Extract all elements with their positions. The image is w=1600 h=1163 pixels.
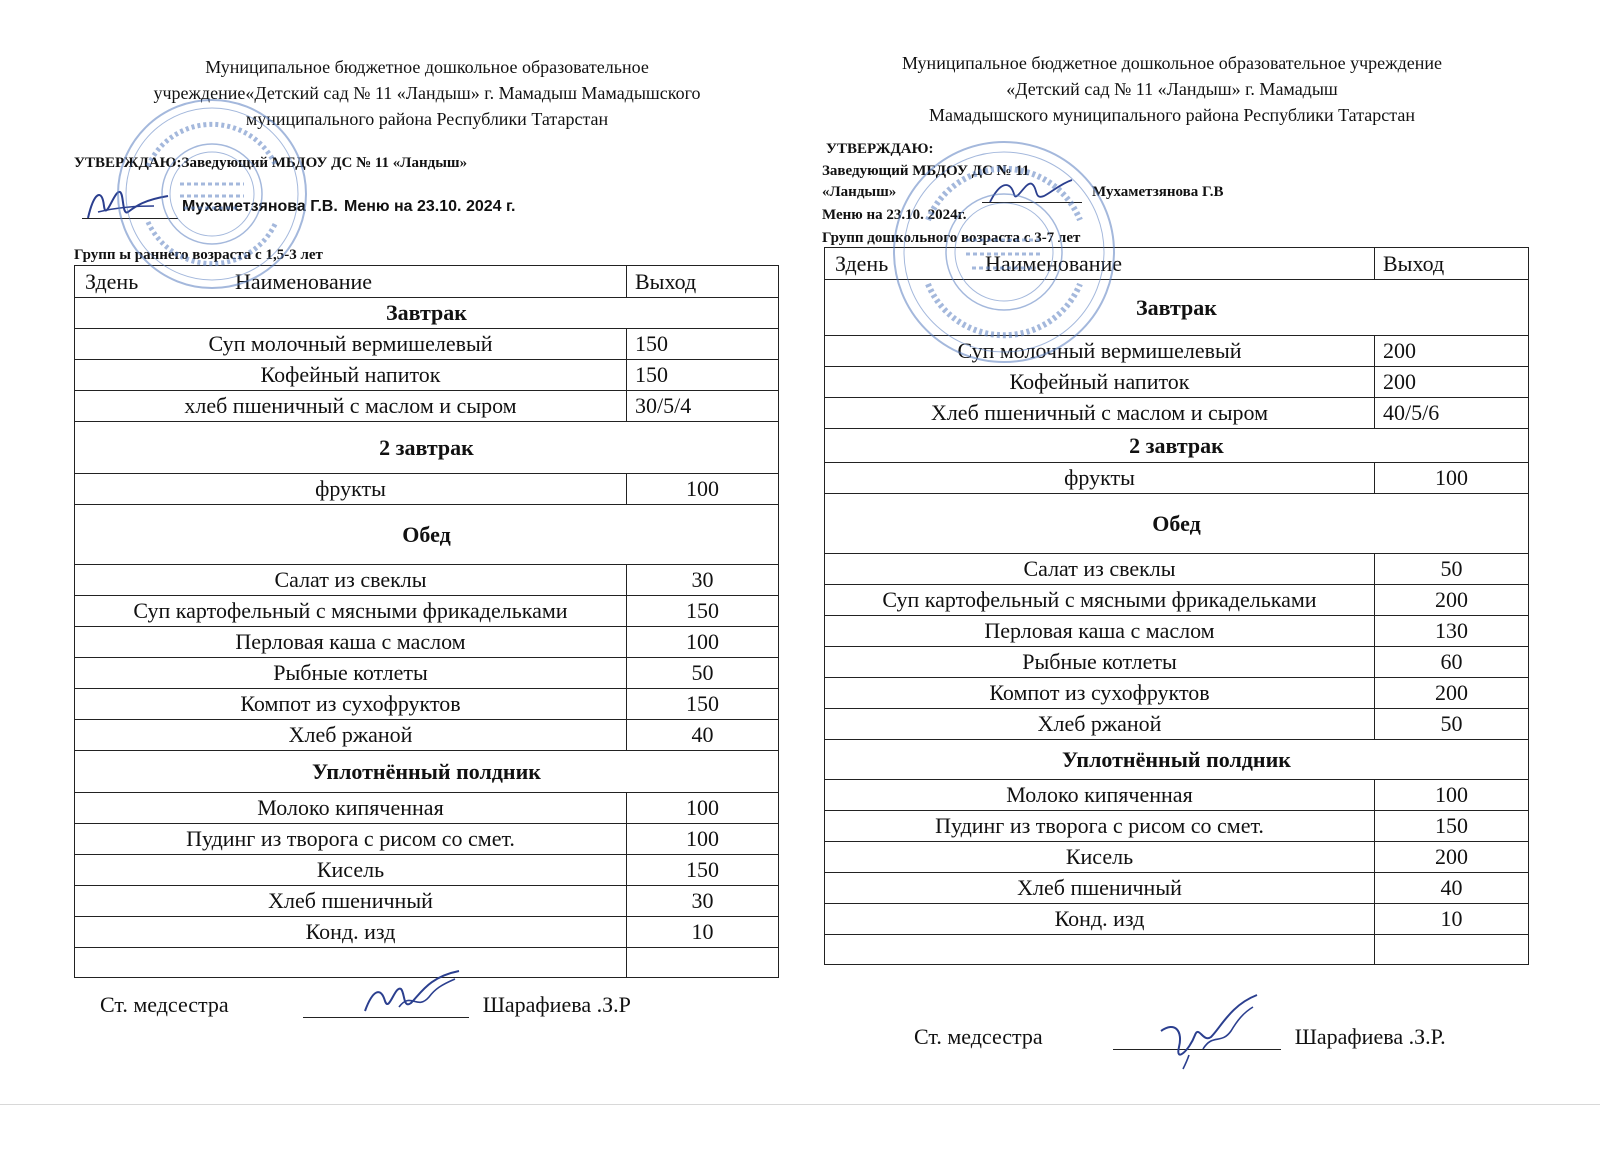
dish-output: 100 bbox=[627, 474, 779, 505]
dish-output: 50 bbox=[1375, 554, 1529, 585]
dish-output: 40 bbox=[627, 720, 779, 751]
nurse-title: Ст. медсестра bbox=[914, 1024, 1043, 1049]
table-row bbox=[825, 709, 1529, 740]
dish-name: Хлеб ржаной bbox=[825, 709, 1375, 740]
dish-output: 60 bbox=[1375, 647, 1529, 678]
table-row bbox=[825, 842, 1529, 873]
dish-output: 150 bbox=[1375, 811, 1529, 842]
table-row bbox=[75, 360, 779, 391]
dish-name: Хлеб ржаной bbox=[75, 720, 627, 751]
dish-name: Кисель bbox=[75, 855, 627, 886]
table-row bbox=[825, 398, 1529, 429]
signature-icon bbox=[1153, 991, 1263, 1071]
head-name: Мухаметзянова Г.В bbox=[1092, 184, 1224, 200]
signature-icon bbox=[84, 182, 174, 226]
table-row bbox=[75, 720, 779, 751]
dish-output: 150 bbox=[627, 329, 779, 360]
dish-name: хлеб пшеничный с маслом и сыром bbox=[75, 391, 627, 422]
group-title: Групп ы раннего возраста с 1,5-3 лет bbox=[74, 247, 323, 263]
table-row bbox=[825, 811, 1529, 842]
dish-name: Суп молочный вермишелевый bbox=[825, 336, 1375, 367]
dish-name: Салат из свеклы bbox=[825, 554, 1375, 585]
meal-section-row bbox=[75, 751, 779, 793]
dish-output: 100 bbox=[627, 627, 779, 658]
dish-output: 150 bbox=[627, 360, 779, 391]
dish-output: 150 bbox=[627, 855, 779, 886]
header-output: Выход bbox=[627, 266, 779, 298]
table-row bbox=[825, 463, 1529, 494]
table-header-row bbox=[75, 266, 779, 298]
org-line-1: Муниципальное бюджетное дошкольное образовательное bbox=[205, 57, 649, 77]
dish-name: Кисель bbox=[825, 842, 1375, 873]
table-row bbox=[75, 689, 779, 720]
table-row bbox=[75, 886, 779, 917]
meal-section-row bbox=[75, 298, 779, 329]
dish-output: 10 bbox=[1375, 904, 1529, 935]
meal-section-row bbox=[825, 740, 1529, 780]
dish-output: 100 bbox=[627, 793, 779, 824]
dish-output: 50 bbox=[1375, 709, 1529, 740]
dish-output: 200 bbox=[1375, 585, 1529, 616]
table-row bbox=[75, 329, 779, 360]
table-row bbox=[825, 904, 1529, 935]
dish-output: 200 bbox=[1375, 678, 1529, 709]
table-row bbox=[825, 780, 1529, 811]
table-row bbox=[825, 585, 1529, 616]
menu-date: Меню на 23.10. 2024г. bbox=[822, 207, 967, 223]
meal-section-title: Обед bbox=[825, 494, 1529, 554]
dish-name: Компот из сухофруктов bbox=[75, 689, 627, 720]
table-row bbox=[825, 647, 1529, 678]
approval-org: «Ландыш» bbox=[822, 184, 897, 200]
group-title: Групп дошкольного возраста с 3-7 лет bbox=[822, 230, 1081, 246]
table-row bbox=[75, 855, 779, 886]
empty-table-row bbox=[825, 935, 1529, 965]
header-name: Наименование bbox=[235, 268, 373, 294]
dish-name: Хлеб пшеничный bbox=[75, 886, 627, 917]
approval-title: УТВЕРЖДАЮ: bbox=[826, 141, 934, 157]
scan-edge-divider bbox=[0, 1104, 1600, 1105]
dish-name: Перловая каша с маслом bbox=[75, 627, 627, 658]
approval-line: Заведующий МБДОУ ДС № 11 bbox=[822, 163, 1030, 179]
dish-name: фрукты bbox=[825, 463, 1375, 494]
header-output: Выход bbox=[1375, 248, 1529, 280]
header-cell-name bbox=[75, 266, 627, 298]
dish-name: Суп молочный вермишелевый bbox=[75, 329, 627, 360]
dish-output: 100 bbox=[1375, 463, 1529, 494]
meal-section-title: Уплотнённый полдник bbox=[75, 751, 779, 793]
meal-section-title: Завтрак bbox=[75, 298, 779, 329]
menu-page-early-age bbox=[72, 0, 812, 1163]
table-row bbox=[75, 627, 779, 658]
dish-name: Хлеб пшеничный с маслом и сыром bbox=[825, 398, 1375, 429]
head-signature-row bbox=[82, 190, 782, 230]
meal-section-row bbox=[825, 429, 1529, 463]
head-name: Мухаметзянова Г.В. bbox=[182, 198, 338, 215]
menu-table bbox=[824, 247, 1529, 965]
table-row bbox=[75, 565, 779, 596]
dish-output: 30 bbox=[627, 886, 779, 917]
table-row bbox=[75, 793, 779, 824]
dish-name: Салат из свеклы bbox=[75, 565, 627, 596]
nurse-title: Ст. медсестра bbox=[100, 992, 229, 1017]
table-row bbox=[75, 596, 779, 627]
meal-section-title: Уплотнённый полдник bbox=[825, 740, 1529, 780]
organization-header bbox=[72, 54, 782, 132]
header-day: Здень bbox=[835, 250, 889, 276]
dish-output: 150 bbox=[627, 689, 779, 720]
meal-section-title: 2 завтрак bbox=[75, 422, 779, 474]
dish-output: 200 bbox=[1375, 367, 1529, 398]
dish-output: 30/5/4 bbox=[627, 391, 779, 422]
header-cell-name bbox=[825, 248, 1375, 280]
org-line-1: Муниципальное бюджетное дошкольное образовательное учреждение bbox=[902, 53, 1442, 73]
signature-icon bbox=[359, 967, 469, 1023]
nurse-name: Шарафиева .З.Р bbox=[482, 992, 631, 1017]
dish-name: Хлеб пшеничный bbox=[825, 873, 1375, 904]
table-row bbox=[75, 658, 779, 689]
dish-name: Конд. изд bbox=[75, 917, 627, 948]
dish-name: Перловая каша с маслом bbox=[825, 616, 1375, 647]
dish-name: Компот из сухофруктов bbox=[825, 678, 1375, 709]
dish-output: 30 bbox=[627, 565, 779, 596]
dish-name: Кофейный напиток bbox=[75, 360, 627, 391]
dish-output: 150 bbox=[627, 596, 779, 627]
nurse-signature-underline bbox=[1113, 1025, 1281, 1050]
meal-section-title: Обед bbox=[75, 505, 779, 565]
header-name: Наименование bbox=[985, 250, 1123, 276]
dish-name: Конд. изд bbox=[825, 904, 1375, 935]
meal-section-title: Завтрак bbox=[825, 280, 1529, 336]
meal-section-row bbox=[825, 494, 1529, 554]
menu-page-preschool bbox=[822, 0, 1562, 1163]
table-row bbox=[825, 616, 1529, 647]
nurse-signature-row bbox=[914, 1010, 1534, 1050]
dish-name: Молоко кипяченная bbox=[825, 780, 1375, 811]
signature-icon bbox=[986, 170, 1076, 210]
dish-output: 200 bbox=[1375, 336, 1529, 367]
dish-name: фрукты bbox=[75, 474, 627, 505]
dish-output: 200 bbox=[1375, 842, 1529, 873]
dish-output: 50 bbox=[627, 658, 779, 689]
nurse-signature-underline bbox=[303, 993, 469, 1018]
meal-section-row bbox=[75, 505, 779, 565]
meal-section-row bbox=[825, 280, 1529, 336]
dish-output: 100 bbox=[627, 824, 779, 855]
nurse-name: Шарафиева .З.Р. bbox=[1294, 1024, 1446, 1049]
approval-line: УТВЕРЖДАЮ:Заведующий МБДОУ ДС № 11 «Ландыш» bbox=[74, 155, 468, 171]
header-day: Здень bbox=[85, 268, 139, 294]
table-row bbox=[825, 336, 1529, 367]
table-row bbox=[825, 367, 1529, 398]
table-row bbox=[825, 678, 1529, 709]
meal-section-row bbox=[75, 422, 779, 474]
dish-name: Пудинг из творога с рисом со смет. bbox=[825, 811, 1375, 842]
dish-name: Рыбные котлеты bbox=[75, 658, 627, 689]
table-row bbox=[75, 917, 779, 948]
menu-date: Меню на 23.10. 2024 г. bbox=[344, 198, 516, 215]
organization-header bbox=[822, 50, 1522, 128]
table-row bbox=[75, 474, 779, 505]
dish-name: Суп картофельный с мясными фрикадельками bbox=[825, 585, 1375, 616]
dish-output: 40 bbox=[1375, 873, 1529, 904]
table-row bbox=[75, 824, 779, 855]
menu-table-container bbox=[74, 265, 778, 978]
table-header-row bbox=[825, 248, 1529, 280]
org-line-3: муниципального района Республики Татарстан bbox=[245, 109, 609, 129]
dish-output: 100 bbox=[1375, 780, 1529, 811]
table-row bbox=[825, 873, 1529, 904]
org-line-2: «Детский сад № 11 «Ландыш» г. Мамадыш bbox=[1006, 79, 1338, 99]
table-row bbox=[825, 554, 1529, 585]
dish-name: Молоко кипяченная bbox=[75, 793, 627, 824]
dish-output: 10 bbox=[627, 917, 779, 948]
table-row bbox=[75, 391, 779, 422]
nurse-signature-row bbox=[100, 978, 780, 1018]
dish-output: 40/5/6 bbox=[1375, 398, 1529, 429]
dish-name: Пудинг из творога с рисом со смет. bbox=[75, 824, 627, 855]
dish-name: Кофейный напиток bbox=[825, 367, 1375, 398]
dish-output: 130 bbox=[1375, 616, 1529, 647]
dish-name: Рыбные котлеты bbox=[825, 647, 1375, 678]
menu-table bbox=[74, 265, 779, 978]
dish-name: Суп картофельный с мясными фрикадельками bbox=[75, 596, 627, 627]
org-line-3: Мамадышского муниципального района Республики Татарстан bbox=[929, 105, 1415, 125]
menu-table-container bbox=[824, 247, 1528, 965]
org-line-2: учреждение«Детский сад № 11 «Ландыш» г. Мамадыш Мамадышского bbox=[153, 83, 701, 103]
meal-section-title: 2 завтрак bbox=[825, 429, 1529, 463]
